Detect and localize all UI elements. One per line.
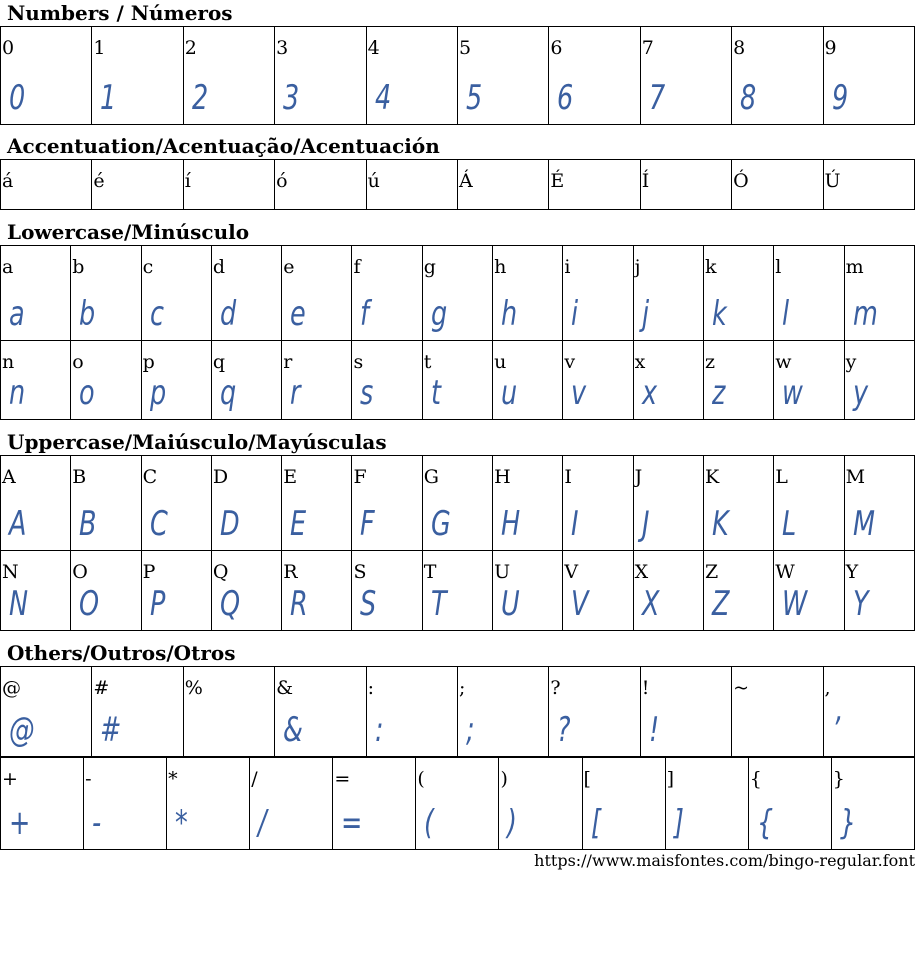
glyph-sample: + — [9, 803, 31, 843]
glyph-label: # — [93, 677, 110, 699]
glyph-sample: [ — [590, 803, 601, 843]
glyph-cell — [703, 456, 773, 551]
glyph-cell — [250, 758, 333, 850]
glyph-sample: m — [852, 294, 878, 334]
glyph-cell — [422, 341, 492, 420]
glyph-label: ó — [276, 170, 288, 192]
glyph-label: 8 — [733, 37, 746, 59]
glyph-sample: B — [79, 504, 97, 544]
glyph-label: H — [494, 466, 511, 488]
glyph-cell — [457, 667, 548, 757]
glyph-sample: P — [149, 584, 165, 624]
glyph-cell — [1, 551, 71, 631]
glyph-cell — [352, 456, 422, 551]
glyph-sample: j — [641, 294, 649, 334]
glyph-label: Á — [458, 170, 473, 192]
glyph-label: B — [72, 466, 87, 488]
glyph-cell — [422, 551, 492, 631]
glyph-cell — [422, 456, 492, 551]
glyph-label: 0 — [2, 37, 15, 59]
glyph-cell — [352, 246, 422, 341]
glyph-cell — [183, 27, 274, 125]
glyph-cell — [732, 160, 823, 210]
others-title: Others/Outros/Otros — [7, 641, 236, 665]
glyph-sample: b — [79, 294, 96, 334]
glyph-cell — [549, 667, 640, 757]
glyph-cell — [823, 160, 914, 210]
glyph-label: q — [212, 351, 226, 373]
glyph-label: í — [184, 170, 191, 192]
glyph-sample: f — [360, 294, 370, 334]
glyph-cell — [703, 551, 773, 631]
glyph-label: ; — [458, 677, 466, 699]
glyph-cell — [275, 160, 366, 210]
glyph-label: 7 — [641, 37, 654, 59]
glyph-cell — [366, 667, 457, 757]
glyph-cell — [71, 456, 141, 551]
glyph-cell — [422, 246, 492, 341]
glyph-label: S — [353, 561, 367, 583]
glyph-sample: L — [782, 504, 797, 544]
glyph-cell — [211, 456, 281, 551]
glyph-cell — [633, 246, 703, 341]
glyph-label: R — [283, 561, 298, 583]
glyph-cell — [211, 246, 281, 341]
glyph-label: g — [423, 256, 436, 278]
glyph-label: Z — [704, 561, 719, 583]
glyph-cell — [141, 246, 211, 341]
glyph-sample: & — [283, 710, 304, 750]
glyph-sample: z — [711, 373, 726, 413]
glyph-label: O — [72, 561, 88, 583]
glyph-cell — [549, 27, 640, 125]
glyph-sample: G — [430, 504, 451, 544]
glyph-label: @ — [2, 677, 21, 699]
glyph-label: T — [423, 561, 437, 583]
glyph-sample: Y — [852, 584, 869, 624]
glyph-cell — [352, 341, 422, 420]
glyph-label: 9 — [824, 37, 837, 59]
lowercase-title: Lowercase/Minúsculo — [7, 220, 250, 244]
glyph-label: , — [824, 677, 831, 699]
others-table-1 — [0, 666, 915, 757]
glyph-cell — [703, 246, 773, 341]
glyph-cell — [633, 456, 703, 551]
glyph-label: r — [283, 351, 293, 373]
glyph-sample: Q — [219, 584, 240, 624]
glyph-cell — [92, 27, 183, 125]
glyph-label: b — [72, 256, 85, 278]
glyph-label: é — [93, 170, 105, 192]
glyph-label: i — [564, 256, 571, 278]
glyph-sample: n — [9, 373, 26, 413]
glyph-sample: w — [782, 373, 804, 413]
others-section — [0, 640, 916, 850]
glyph-sample: r — [290, 373, 301, 413]
glyph-sample: } — [839, 803, 857, 843]
glyph-sample: C — [149, 504, 168, 544]
glyph-label: I — [564, 466, 572, 488]
glyph-label: ? — [550, 677, 561, 699]
glyph-label: - — [85, 768, 92, 790]
glyph-sample: o — [79, 373, 95, 413]
glyph-cell — [141, 456, 211, 551]
glyph-cell — [167, 758, 250, 850]
glyph-sample: / — [258, 803, 267, 843]
glyph-cell — [71, 551, 141, 631]
glyph-sample: ] — [673, 803, 684, 843]
glyph-sample: V — [571, 584, 589, 624]
glyph-sample: p — [149, 373, 166, 413]
glyph-cell — [333, 758, 416, 850]
glyph-label: a — [2, 256, 14, 278]
glyph-cell — [141, 551, 211, 631]
glyph-cell — [774, 551, 844, 631]
glyph-label: j — [634, 256, 641, 278]
glyph-cell — [563, 246, 633, 341]
glyph-sample: y — [852, 373, 868, 413]
glyph-sample: ( — [424, 803, 435, 843]
glyph-label: f — [353, 256, 361, 278]
glyph-label: k — [704, 256, 717, 278]
glyph-sample: h — [501, 294, 518, 334]
glyph-cell — [563, 456, 633, 551]
glyph-label: 6 — [550, 37, 563, 59]
glyph-cell — [640, 667, 731, 757]
numbers-table — [0, 26, 915, 125]
glyph-cell — [1, 246, 71, 341]
glyph-cell — [457, 160, 548, 210]
glyph-sample: 0 — [9, 78, 26, 118]
glyph-sample: X — [641, 584, 660, 624]
glyph-label: = — [334, 768, 351, 790]
glyph-sample: ’ — [831, 710, 840, 750]
glyph-label: E — [283, 466, 298, 488]
accents-section — [0, 133, 916, 210]
glyph-cell — [282, 246, 352, 341]
glyph-label: n — [2, 351, 15, 373]
glyph-label: V — [564, 561, 579, 583]
glyph-cell — [84, 758, 167, 850]
glyph-cell — [823, 27, 914, 125]
glyph-cell — [211, 551, 281, 631]
glyph-label: 4 — [367, 37, 380, 59]
glyph-cell — [275, 667, 366, 757]
glyph-cell — [703, 341, 773, 420]
glyph-sample: 8 — [740, 78, 757, 118]
lowercase-section — [0, 219, 916, 420]
glyph-label: ) — [500, 768, 508, 790]
glyph-cell — [183, 667, 274, 757]
numbers-section — [0, 0, 916, 125]
glyph-label: c — [142, 256, 154, 278]
glyph-sample: s — [360, 373, 374, 413]
glyph-sample: u — [501, 373, 518, 413]
glyph-cell — [582, 758, 665, 850]
glyph-label: Q — [212, 561, 229, 583]
glyph-sample: U — [501, 584, 520, 624]
glyph-label: / — [251, 768, 258, 790]
glyph-sample: K — [711, 504, 729, 544]
glyph-sample: 6 — [557, 78, 574, 118]
glyph-cell — [493, 246, 563, 341]
glyph-sample: v — [571, 373, 587, 413]
glyph-label: á — [2, 170, 14, 192]
glyph-label: % — [184, 677, 203, 699]
glyph-cell — [275, 27, 366, 125]
glyph-cell — [563, 551, 633, 631]
glyph-label: v — [564, 351, 576, 373]
glyph-cell — [352, 551, 422, 631]
glyph-sample: i — [571, 294, 579, 334]
glyph-label: o — [72, 351, 84, 373]
glyph-label: e — [283, 256, 295, 278]
glyph-label: [ — [583, 768, 591, 790]
glyph-label: 1 — [93, 37, 106, 59]
glyph-sample: H — [501, 504, 521, 544]
glyph-sample: Z — [711, 584, 730, 624]
glyph-label: y — [845, 351, 857, 373]
glyph-sample: @ — [9, 710, 35, 750]
glyph-label: s — [353, 351, 364, 373]
uppercase-table — [0, 455, 915, 631]
glyph-sample: E — [290, 504, 307, 544]
footer-url: https://www.maisfontes.com/bingo-regular.font — [534, 851, 915, 870]
glyph-label: ~ — [733, 677, 750, 699]
glyph-sample: k — [711, 294, 727, 334]
glyph-cell — [1, 160, 92, 210]
glyph-sample: J — [641, 504, 650, 544]
glyph-sample: g — [430, 294, 447, 334]
glyph-label: } — [832, 768, 845, 790]
glyph-label: ú — [367, 170, 380, 192]
glyph-cell — [92, 667, 183, 757]
glyph-sample: * — [175, 803, 188, 843]
glyph-label: t — [423, 351, 432, 373]
glyph-cell — [416, 758, 499, 850]
glyph-cell — [844, 456, 914, 551]
glyph-sample: ; — [465, 710, 475, 750]
glyph-cell — [1, 667, 92, 757]
glyph-cell — [282, 551, 352, 631]
glyph-cell — [748, 758, 831, 850]
glyph-label: d — [212, 256, 226, 278]
glyph-cell — [282, 456, 352, 551]
glyph-cell — [141, 341, 211, 420]
glyph-sample: D — [219, 504, 240, 544]
glyph-cell — [457, 27, 548, 125]
glyph-cell — [1, 456, 71, 551]
glyph-sample: W — [782, 584, 808, 624]
glyph-label: 5 — [458, 37, 472, 59]
numbers-title: Numbers / Números — [7, 1, 233, 25]
glyph-cell — [549, 160, 640, 210]
glyph-sample: F — [360, 504, 376, 544]
glyph-label: 2 — [184, 37, 197, 59]
glyph-label: Í — [641, 170, 650, 192]
glyph-sample: 4 — [374, 78, 391, 118]
glyph-label: F — [353, 466, 367, 488]
glyph-sample: R — [290, 584, 308, 624]
glyph-label: u — [494, 351, 507, 373]
glyph-cell — [563, 341, 633, 420]
glyph-label: h — [494, 256, 507, 278]
glyph-cell — [366, 160, 457, 210]
glyph-label: X — [634, 561, 649, 583]
glyph-sample: A — [9, 504, 27, 544]
glyph-cell — [640, 160, 731, 210]
glyph-cell — [732, 27, 823, 125]
uppercase-section — [0, 429, 916, 631]
glyph-label: { — [749, 768, 762, 790]
glyph-label: M — [845, 466, 866, 488]
glyph-cell — [493, 456, 563, 551]
glyph-sample: N — [9, 584, 29, 624]
glyph-sample: I — [571, 504, 579, 544]
glyph-sample: 5 — [465, 78, 483, 118]
glyph-sample: d — [219, 294, 237, 334]
glyph-cell — [732, 667, 823, 757]
glyph-cell — [844, 551, 914, 631]
glyph-cell — [493, 551, 563, 631]
glyph-sample: x — [641, 373, 657, 413]
glyph-label: : — [367, 677, 374, 699]
glyph-cell — [1, 341, 71, 420]
glyph-label: & — [276, 677, 294, 699]
glyph-cell — [633, 341, 703, 420]
glyph-sample: O — [79, 584, 100, 624]
glyph-label: J — [634, 466, 643, 488]
glyph-sample: c — [149, 294, 164, 334]
glyph-sample: = — [341, 803, 363, 843]
glyph-label: + — [2, 768, 18, 790]
glyph-sample: a — [9, 294, 25, 334]
glyph-cell — [774, 341, 844, 420]
glyph-label: Ú — [824, 170, 841, 192]
glyph-sample: # — [100, 710, 122, 750]
glyph-label: * — [168, 768, 178, 790]
glyph-sample: 7 — [648, 78, 665, 118]
glyph-cell — [633, 551, 703, 631]
glyph-cell — [831, 758, 914, 850]
glyph-cell — [211, 341, 281, 420]
glyph-sample: t — [430, 373, 441, 413]
uppercase-title: Uppercase/Maiúsculo/Mayúsculas — [7, 430, 387, 454]
glyph-label: Ó — [733, 170, 749, 192]
glyph-sample: 3 — [283, 78, 300, 118]
glyph-sample: q — [219, 373, 237, 413]
glyph-cell — [183, 160, 274, 210]
glyph-label: G — [423, 466, 439, 488]
glyph-label: ] — [666, 768, 675, 790]
glyph-label: K — [704, 466, 720, 488]
glyph-label: P — [142, 561, 156, 583]
glyph-sample: 9 — [831, 78, 848, 118]
glyph-sample: { — [756, 803, 773, 843]
glyph-label: N — [2, 561, 19, 583]
others-table-2 — [0, 757, 915, 850]
glyph-label: 3 — [276, 37, 289, 59]
glyph-label: z — [704, 351, 715, 373]
glyph-label: U — [494, 561, 511, 583]
glyph-label: ! — [641, 677, 650, 699]
glyph-label: m — [845, 256, 864, 278]
glyph-label: p — [142, 351, 155, 373]
glyph-cell — [282, 341, 352, 420]
glyph-label: Y — [845, 561, 859, 583]
glyph-cell — [71, 246, 141, 341]
glyph-label: x — [634, 351, 646, 373]
glyph-cell — [493, 341, 563, 420]
glyph-cell — [499, 758, 582, 850]
glyph-label: É — [550, 170, 565, 192]
glyph-sample: 1 — [100, 78, 117, 118]
glyph-sample: e — [290, 294, 306, 334]
glyph-cell — [844, 341, 914, 420]
glyph-cell — [774, 246, 844, 341]
glyph-label: W — [775, 561, 795, 583]
glyph-cell — [665, 758, 748, 850]
glyph-cell — [366, 27, 457, 125]
glyph-label: A — [2, 466, 16, 488]
lowercase-table — [0, 245, 915, 420]
glyph-cell — [92, 160, 183, 210]
glyph-cell — [71, 341, 141, 420]
glyph-label: C — [142, 466, 158, 488]
glyph-sample: S — [360, 584, 377, 624]
glyph-sample: l — [782, 294, 790, 334]
glyph-label: L — [775, 466, 788, 488]
glyph-label: l — [775, 256, 782, 278]
glyph-label: w — [775, 351, 792, 373]
glyph-sample: ? — [557, 710, 571, 750]
glyph-sample: T — [430, 584, 447, 624]
glyph-sample: 2 — [191, 78, 209, 118]
glyph-sample: ! — [648, 710, 659, 750]
accents-title: Accentuation/Acentuação/Acentuación — [7, 134, 440, 158]
glyph-sample: M — [852, 504, 875, 544]
glyph-sample: - — [92, 803, 102, 843]
glyph-label: D — [212, 466, 229, 488]
glyph-label: ( — [417, 768, 425, 790]
glyph-cell — [774, 456, 844, 551]
glyph-sample: : — [374, 710, 384, 750]
glyph-sample: ) — [507, 803, 518, 843]
glyph-cell — [1, 27, 92, 125]
glyph-cell — [844, 246, 914, 341]
accents-table — [0, 159, 915, 210]
glyph-cell — [1, 758, 84, 850]
glyph-cell — [640, 27, 731, 125]
glyph-cell — [823, 667, 914, 757]
